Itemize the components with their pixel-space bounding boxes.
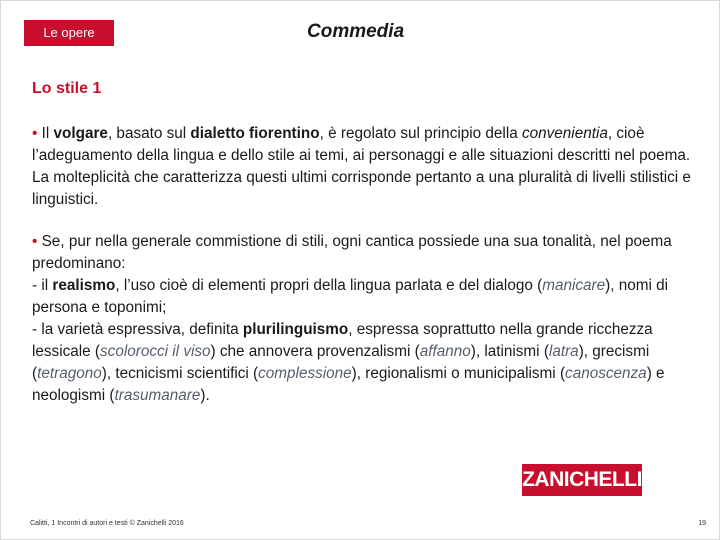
term-dialetto: dialetto fiorentino (190, 125, 320, 142)
bullet-2: • (32, 233, 38, 250)
example-word: scolorocci il viso (100, 343, 211, 360)
term-volgare: volgare (53, 125, 108, 142)
example-word: canoscenza (565, 365, 647, 382)
example-word: manicare (542, 277, 606, 294)
term-realismo: realismo (52, 277, 116, 294)
example-word: complessione (258, 365, 352, 382)
example-word: affanno (419, 343, 471, 360)
example-word: tetragono (37, 365, 102, 382)
footer-credit: Calitti, 1 Incontri di autori e testi © Zanichelli 2016 (30, 520, 184, 527)
bullet-1: • (32, 125, 38, 142)
example-word: latra (548, 343, 579, 360)
publisher-logo: ZANICHELLI (522, 464, 642, 496)
slide-title: Commedia (307, 21, 405, 42)
slide-subtitle: Lo stile 1 (32, 80, 102, 97)
term-convenientia: convenientia (521, 125, 608, 142)
paragraph-2: • Se, pur nella generale commistione di stili, ogni cantica possiede una sua tonalità, nel poema predominano: - il realismo, l’uso cioè di elementi propri della lingua parlata e del dialogo (manicare), nomi di persona e toponimi; - la varietà espressiva, definita plurilinguismo, espressa soprattutto nella grande ricchezza lessicale (scolorocci il viso) che annovera provenzalismi (affanno), latinismi (latra), grecismi (tetragono), tecnicismi scientifici (complessione), regionalismi o municipalismi (canoscenza) e neologismi (trasumanare). (32, 233, 672, 404)
section-tag: Le opere (24, 20, 114, 46)
term-plurilinguismo: plurilinguismo (242, 321, 349, 338)
paragraph-1: • Il volgare, basato sul dialetto fiorentino, è regolato sul principio della convenientia, cioè l’adeguamento della lingua e dello stile ai temi, ai personaggi e alle situazioni descritti nel poema. La molteplicità che caratterizza questi ultimi corrisponde pertanto a una pluralità di livelli stilistici e linguistici. (32, 125, 691, 208)
example-word: trasumanare (114, 387, 201, 404)
page-number: 19 (698, 520, 706, 527)
